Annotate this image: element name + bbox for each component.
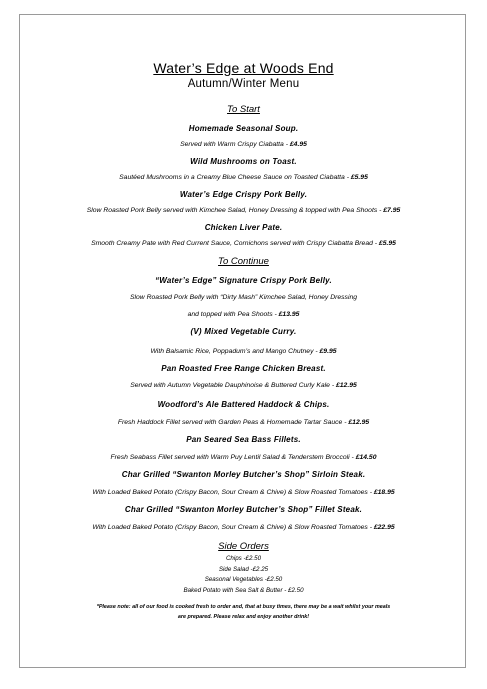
dish-price: £22.95 <box>373 524 395 531</box>
side-item: Seasonal Vegetables -£2.50 <box>204 576 283 583</box>
dish-description: Sautéed Mushrooms in a Creamy Blue Cheese Sauce on Toasted Ciabatta - £5.95 <box>119 174 368 181</box>
dish-description: Served with Autumn Vegetable Dauphinoise & Buttered Curly Kale - £12.95 <box>130 382 357 389</box>
dish-price: £5.95 <box>378 240 396 247</box>
dish-description: With Balsamic Rice, Poppadum’s and Mango Chutney - £9.95 <box>150 348 337 355</box>
footer-note: are prepared. Please relax and enjoy another drink! <box>177 614 310 620</box>
dish-description: Fresh Haddock Fillet served with Garden Peas & Homemade Tartar Sauce - £12.95 <box>117 419 370 426</box>
dish-name: Pan Seared Sea Bass Fillets. <box>186 435 301 444</box>
dish-name: Chicken Liver Pate. <box>204 223 283 232</box>
dish-description: Fresh Seabass Fillet served with Warm Puy Lentil Salad & Tenderstem Broccoli - £14.50 <box>110 454 377 461</box>
dish-description: Slow Roasted Pork Belly served with Kimchee Salad, Honey Dressing & topped with Pea Shoots - £7.95 <box>86 207 401 214</box>
section-heading-starters: To Start <box>227 104 260 115</box>
dish-description: Slow Roasted Pork Belly with “Dirty Mash” Kimchee Salad, Honey Dressing <box>129 294 358 301</box>
dish-price: £12.95 <box>348 419 370 426</box>
dish-price: £9.95 <box>319 348 337 355</box>
dish-description: With Loaded Baked Potato (Crispy Bacon, Sour Cream & Chive) & Slow Roasted Tomatoes - £22.95 <box>92 524 395 531</box>
dish-price: £18.95 <box>373 489 395 496</box>
dish-description: Served with Warm Crispy Ciabatta - £4.95 <box>180 141 307 148</box>
dish-description: With Loaded Baked Potato (Crispy Bacon, Sour Cream & Chive) & Slow Roasted Tomatoes - £18.95 <box>92 489 395 496</box>
side-item: Side Salad -£2.25 <box>218 566 269 573</box>
dish-name: (V) Mixed Vegetable Curry. <box>190 327 297 336</box>
menu-title: Water’s Edge at Woods End <box>153 60 334 76</box>
dish-price: £5.95 <box>350 174 368 181</box>
dish-name: Pan Roasted Free Range Chicken Breast. <box>161 364 326 373</box>
menu-subtitle: Autumn/Winter Menu <box>187 78 300 90</box>
footer-note: *Please note: all of our food is cooked fresh to order and, that at busy times, there may be a wait whilst your meals <box>96 604 391 610</box>
dish-name: Homemade Seasonal Soup. <box>188 124 299 133</box>
dish-name: Water’s Edge Crispy Pork Belly. <box>179 190 308 199</box>
dish-name: Wild Mushrooms on Toast. <box>190 157 297 166</box>
dish-price: £13.95 <box>278 311 300 318</box>
side-item: Chips -£2.50 <box>225 555 262 562</box>
dish-price: £7.95 <box>383 207 401 214</box>
dish-price: £14.50 <box>355 454 377 461</box>
dish-name: Char Grilled “Swanton Morley Butcher’s Shop” Sirloin Steak. <box>121 470 366 479</box>
dish-description: Smooth Creamy Pate with Red Current Sauce, Cornichons served with Crispy Ciabatta Bread - £5.95 <box>91 240 396 247</box>
dish-name: Char Grilled “Swanton Morley Butcher’s Shop” Fillet Steak. <box>124 505 363 514</box>
dish-price: £12.95 <box>336 382 357 389</box>
section-heading-sides: Side Orders <box>218 541 269 552</box>
side-item: Baked Potato with Sea Salt & Butter - £2.50 <box>183 587 304 594</box>
dish-name: “Water’s Edge” Signature Crispy Pork Belly. <box>155 276 332 285</box>
dish-name: Woodford’s Ale Battered Haddock & Chips. <box>157 400 330 409</box>
section-heading-mains: To Continue <box>218 256 269 267</box>
dish-description: and topped with Pea Shoots - £13.95 <box>187 311 300 318</box>
dish-price: £4.95 <box>289 141 307 148</box>
